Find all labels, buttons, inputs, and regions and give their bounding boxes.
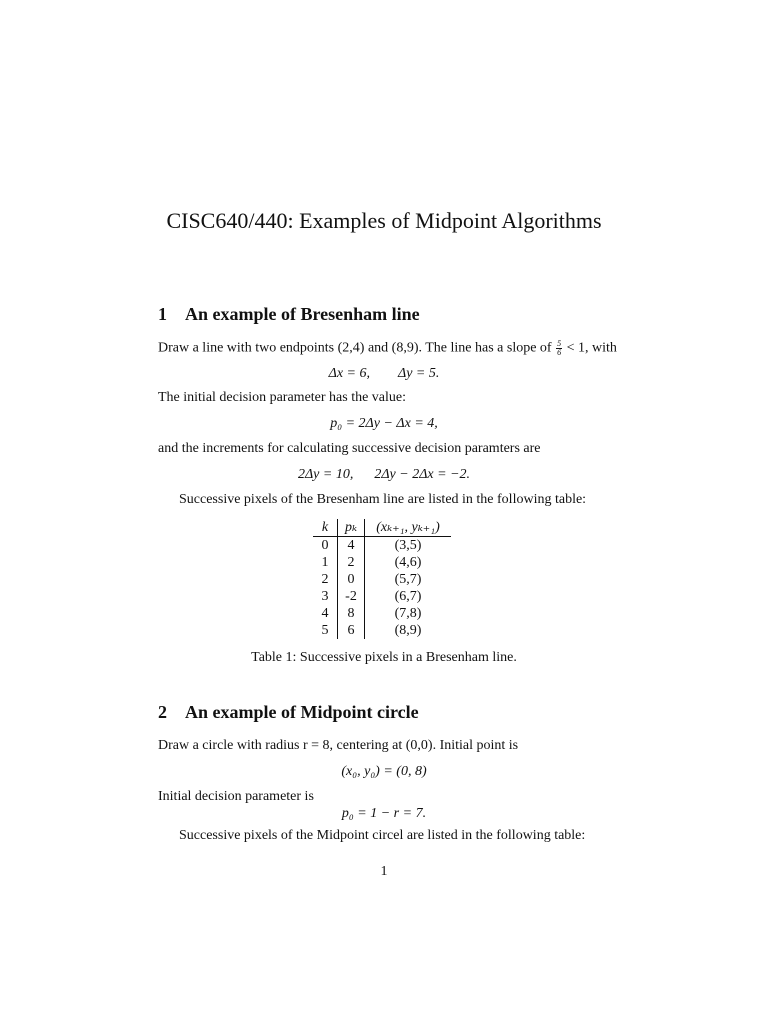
- table-row: [313, 537, 451, 555]
- equation-increments: 2Δy = 10, 2Δy − 2Δx = −2.: [297, 467, 471, 482]
- cell-pk: 6: [338, 622, 365, 639]
- section-1-title: An example of Bresenham line: [185, 304, 420, 324]
- bresenham-table: [313, 519, 451, 639]
- increments-text: and the increments for calculating successive decision paramters are: [158, 441, 541, 456]
- header-pk: pₖ: [338, 519, 365, 537]
- cell-pk: 4: [338, 537, 365, 555]
- header-next-point: (xₖ₊₁, yₖ₊₁): [365, 519, 452, 537]
- intro-text: Draw a line with two endpoints (2,4) and (8,9). The line has a slope of: [158, 340, 552, 356]
- cell-k: 2: [313, 571, 338, 588]
- section-1-intro: [158, 340, 617, 357]
- slope-numerator: 5: [557, 339, 562, 348]
- section-1-heading: [158, 304, 420, 325]
- cell-point: (8,9): [394, 623, 422, 638]
- slope-denominator: 6: [557, 348, 562, 357]
- cell-k: 4: [313, 605, 338, 622]
- page-number: 1: [380, 864, 388, 879]
- cell-k: 1: [313, 554, 338, 571]
- section-2-table-intro: Successive pixels of the Midpoint circel are listed in the following table:: [179, 828, 586, 843]
- equation-deltas: Δx = 6, Δy = 5.: [328, 366, 440, 381]
- cell-pk: 8: [338, 605, 365, 622]
- cell-pk: 0: [338, 571, 365, 588]
- cell-point: (3,5): [394, 538, 422, 553]
- cell-pk: 2: [338, 554, 365, 571]
- section-2-intro: Draw a circle with radius r = 8, centering at (0,0). Initial point is: [158, 738, 519, 753]
- document-title: CISC640/440: Examples of Midpoint Algorithms: [166, 208, 602, 233]
- section-2-number: 2: [158, 702, 167, 722]
- table-row: [313, 588, 451, 605]
- cell-pk: -2: [338, 588, 365, 605]
- section-2-title: An example of Midpoint circle: [185, 702, 419, 722]
- cell-point: (5,7): [394, 572, 422, 587]
- cell-point: (4,6): [394, 555, 422, 570]
- table-row: [313, 554, 451, 571]
- table-row: [313, 605, 451, 622]
- equation-p0: p₀ = 2Δy − Δx = 4,: [330, 416, 438, 431]
- table-header-row: [313, 519, 451, 537]
- cell-k: 3: [313, 588, 338, 605]
- intro-text-after: < 1, with: [566, 340, 617, 356]
- header-k: k: [313, 519, 338, 537]
- equation-initial-point: (x₀, y₀) = (0, 8): [341, 764, 427, 779]
- section-2-initial-text: Initial decision parameter is: [158, 789, 314, 804]
- section-2-equation-p0: p₀ = 1 − r = 7.: [341, 806, 427, 821]
- cell-point: (7,8): [394, 606, 422, 621]
- cell-k: 5: [313, 622, 338, 639]
- cell-k: 0: [313, 537, 338, 555]
- table-intro-text: Successive pixels of the Bresenham line are listed in the following table:: [179, 492, 587, 507]
- table-caption: Table 1: Successive pixels in a Bresenham line.: [251, 650, 517, 665]
- section-1-number: 1: [158, 304, 167, 324]
- table-row: [313, 622, 451, 639]
- section-2-heading: [158, 702, 419, 723]
- cell-point: (6,7): [394, 589, 422, 604]
- table-row: [313, 571, 451, 588]
- slope-fraction: [556, 340, 562, 357]
- initial-parameter-text: The initial decision parameter has the value:: [158, 390, 407, 405]
